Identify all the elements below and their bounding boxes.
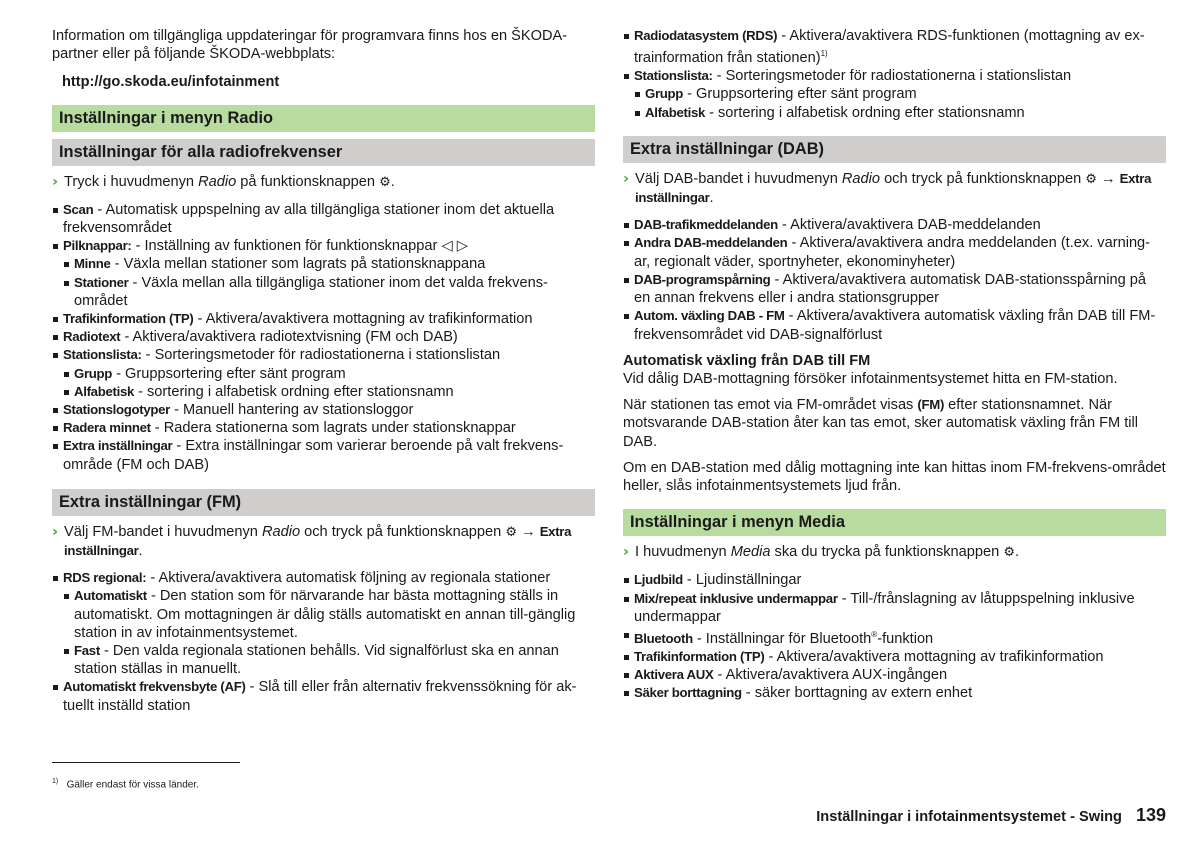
instruction-arrow-icon: ›	[52, 172, 59, 190]
heading-media-menu: Inställningar i menyn Media	[623, 509, 1166, 536]
heading-extra-dab: Extra inställningar (DAB)	[623, 136, 1166, 163]
list-item: Stationslogotyper - Manuell hantering av stationsloggor	[52, 401, 595, 419]
page-number: 139	[1135, 805, 1166, 825]
list-item: Alfabetisk - sortering i alfabetisk ordning efter stationsnamn	[634, 104, 1166, 122]
list-item: Grupp - Gruppsortering efter sänt program	[634, 85, 1166, 103]
intro-text: Information om tillgängliga uppdateringar för programvara finns hos en ŠKODA-partner eller på följande ŠKODA-webbplats:	[52, 28, 568, 63]
list-item: Radiodatasystem (RDS) - Aktivera/avaktivera RDS-funktionen (mottagning av ex-trainformation från stationen)$^{1)}$	[623, 27, 1166, 67]
list-item: DAB-programspårning - Aktivera/avaktivera automatisk DAB-stationsspårning på en annan frekvens eller i andra stationsgrupper	[623, 271, 1166, 307]
auto-switch-text-2: När stationen tas emot via FM-området visas (FM) efter stationsnamnet. När motsvarande DAB-station åter kan tas emot, sker automatisk växling från FM till DAB.	[623, 397, 1139, 450]
list-rds	[623, 27, 1166, 122]
footnote-text: Gäller endast för vissa länder.	[66, 779, 199, 791]
list-item: Trafikinformation (TP) - Aktivera/avaktivera mottagning av trafikinformation	[623, 648, 1166, 666]
list-item: Fast - Den valda regionala stationen behålls. Vid signalförlust ska en annan station ställas in manuellt.	[63, 642, 595, 678]
footer-section-title: Inställningar i infotainmentsystemet - Swing	[816, 809, 1122, 825]
list-item: Stationslista: - Sorteringsmetoder för radiostationerna i stationslistan	[623, 67, 1166, 85]
instruction-media: › I huvudmenyn Media ska du trycka på funktionsknappen ⚙.	[623, 543, 1020, 561]
list-item: Autom. växling DAB - FM - Aktivera/avaktivera automatisk växling från DAB till FM-frekvensområdet vid DAB-signalförlust	[623, 307, 1166, 343]
list-item: Grupp - Gruppsortering efter sänt program	[63, 365, 595, 383]
list-item: Extra inställningar - Extra inställningar som varierar beroende på valt frekvens-område (FM och DAB)	[52, 437, 595, 473]
list-item: Radiotext - Aktivera/avaktivera radiotextvisning (FM och DAB)	[52, 328, 595, 346]
list-extra-fm	[52, 569, 595, 715]
page-footer	[800, 806, 1166, 826]
list-item: Automatiskt frekvensbyte (AF) - Slå till eller från alternativ frekvenssökning för ak-tuellt inställd station	[52, 678, 595, 714]
list-item: Alfabetisk - sortering i alfabetisk ordning efter stationsnamn	[63, 383, 595, 401]
infotainment-url[interactable]: http://go.skoda.eu/infotainment	[62, 74, 280, 91]
list-item: Automatiskt - Den station som för närvarande har bästa mottagning ställs in automatiskt. Om mottagningen är dålig ställs automatiskt en annan till-gänglig station in av infotainmentsystemet.	[63, 587, 595, 642]
list-item: Mix/repeat inklusive undermappar - Till-/frånslagning av låtuppspelning inklusive undermappar	[623, 590, 1166, 626]
list-item: Säker borttagning - säker borttagning av extern enhet	[623, 684, 1166, 702]
function-button-icon: ⚙	[1003, 545, 1015, 561]
list-item: Aktivera AUX - Aktivera/avaktivera AUX-ingången	[623, 666, 1166, 684]
instruction-fm: › Välj FM-bandet i huvudmenyn Radio och tryck på funktionsknappen ⚙ → Extra inställningar.	[52, 522, 572, 560]
list-item: Minne - Växla mellan stationer som lagrats på stationsknappana	[63, 255, 595, 273]
function-button-icon: ⚙	[379, 174, 391, 190]
list-extra-dab	[623, 216, 1166, 343]
left-column	[52, 27, 595, 715]
auto-switch-text-1: Vid dålig DAB-mottagning försöker infotainmentsystemet hitta en FM-station.	[623, 370, 1118, 387]
footnote	[52, 773, 199, 795]
instruction-all: › Tryck i huvudmenyn Radio på funktionsknappen ⚙.	[52, 172, 395, 190]
list-item: Pilknappar: - Inställning av funktionen för funktionsknappar ◁ ▷	[52, 237, 595, 255]
instruction-arrow-icon: ›	[623, 543, 630, 561]
footnote-divider	[52, 762, 240, 763]
heading-radio-menu: Inställningar i menyn Radio	[52, 105, 595, 132]
list-all-frequencies	[52, 201, 595, 474]
list-item: Stationer - Växla mellan alla tillgängliga stationer inom det valda frekvens-området	[63, 274, 595, 310]
list-item: Trafikinformation (TP) - Aktivera/avaktivera mottagning av trafikinformation	[52, 310, 595, 328]
registered-mark: ®	[871, 629, 878, 639]
list-item: Stationslista: - Sorteringsmetoder för radiostationerna i stationslistan	[52, 346, 595, 364]
list-item: Andra DAB-meddelanden - Aktivera/avaktivera andra meddelanden (t.ex. varning-ar, regionalt väder, sportnyheter, ekonominyheter)	[623, 234, 1166, 270]
fm-indicator: (FM)	[917, 397, 945, 413]
heading-extra-fm: Extra inställningar (FM)	[52, 489, 595, 516]
list-item: Radera minnet - Radera stationerna som lagrats under stationsknappar	[52, 419, 595, 437]
list-media	[623, 571, 1166, 702]
function-button-icon: ⚙	[1085, 171, 1097, 187]
list-item: Scan - Automatisk uppspelning av alla tillgängliga stationer inom det aktuella frekvensområdet	[52, 201, 595, 237]
instruction-arrow-icon: ›	[623, 169, 630, 187]
list-item: RDS regional: - Aktivera/avaktivera automatisk följning av regionala stationer	[52, 569, 595, 587]
instruction-dab: › Välj DAB-bandet i huvudmenyn Radio och tryck på funktionsknappen ⚙ → Extra inställningar.	[623, 169, 1152, 207]
function-button-icon: ⚙	[505, 524, 517, 540]
heading-all-frequencies: Inställningar för alla radiofrekvenser	[52, 139, 595, 166]
footnote-mark: 1)	[52, 778, 59, 785]
auto-switch-title: Automatisk växling från DAB till FM	[623, 352, 871, 369]
list-item: DAB-trafikmeddelanden - Aktivera/avaktivera DAB-meddelanden	[623, 216, 1166, 234]
instruction-arrow-icon: ›	[52, 522, 59, 540]
list-item: Bluetooth - Inställningar för Bluetooth®-funktion	[623, 626, 1166, 648]
list-item: Ljudbild - Ljudinställningar	[623, 571, 1166, 589]
right-column	[623, 27, 1166, 703]
footnote-ref: 1)	[820, 49, 828, 59]
auto-switch-text-3: Om en DAB-station med dålig mottagning inte kan hittas inom FM-frekvens-området heller, slås infotainmentsystemets ljud från.	[623, 459, 1166, 494]
